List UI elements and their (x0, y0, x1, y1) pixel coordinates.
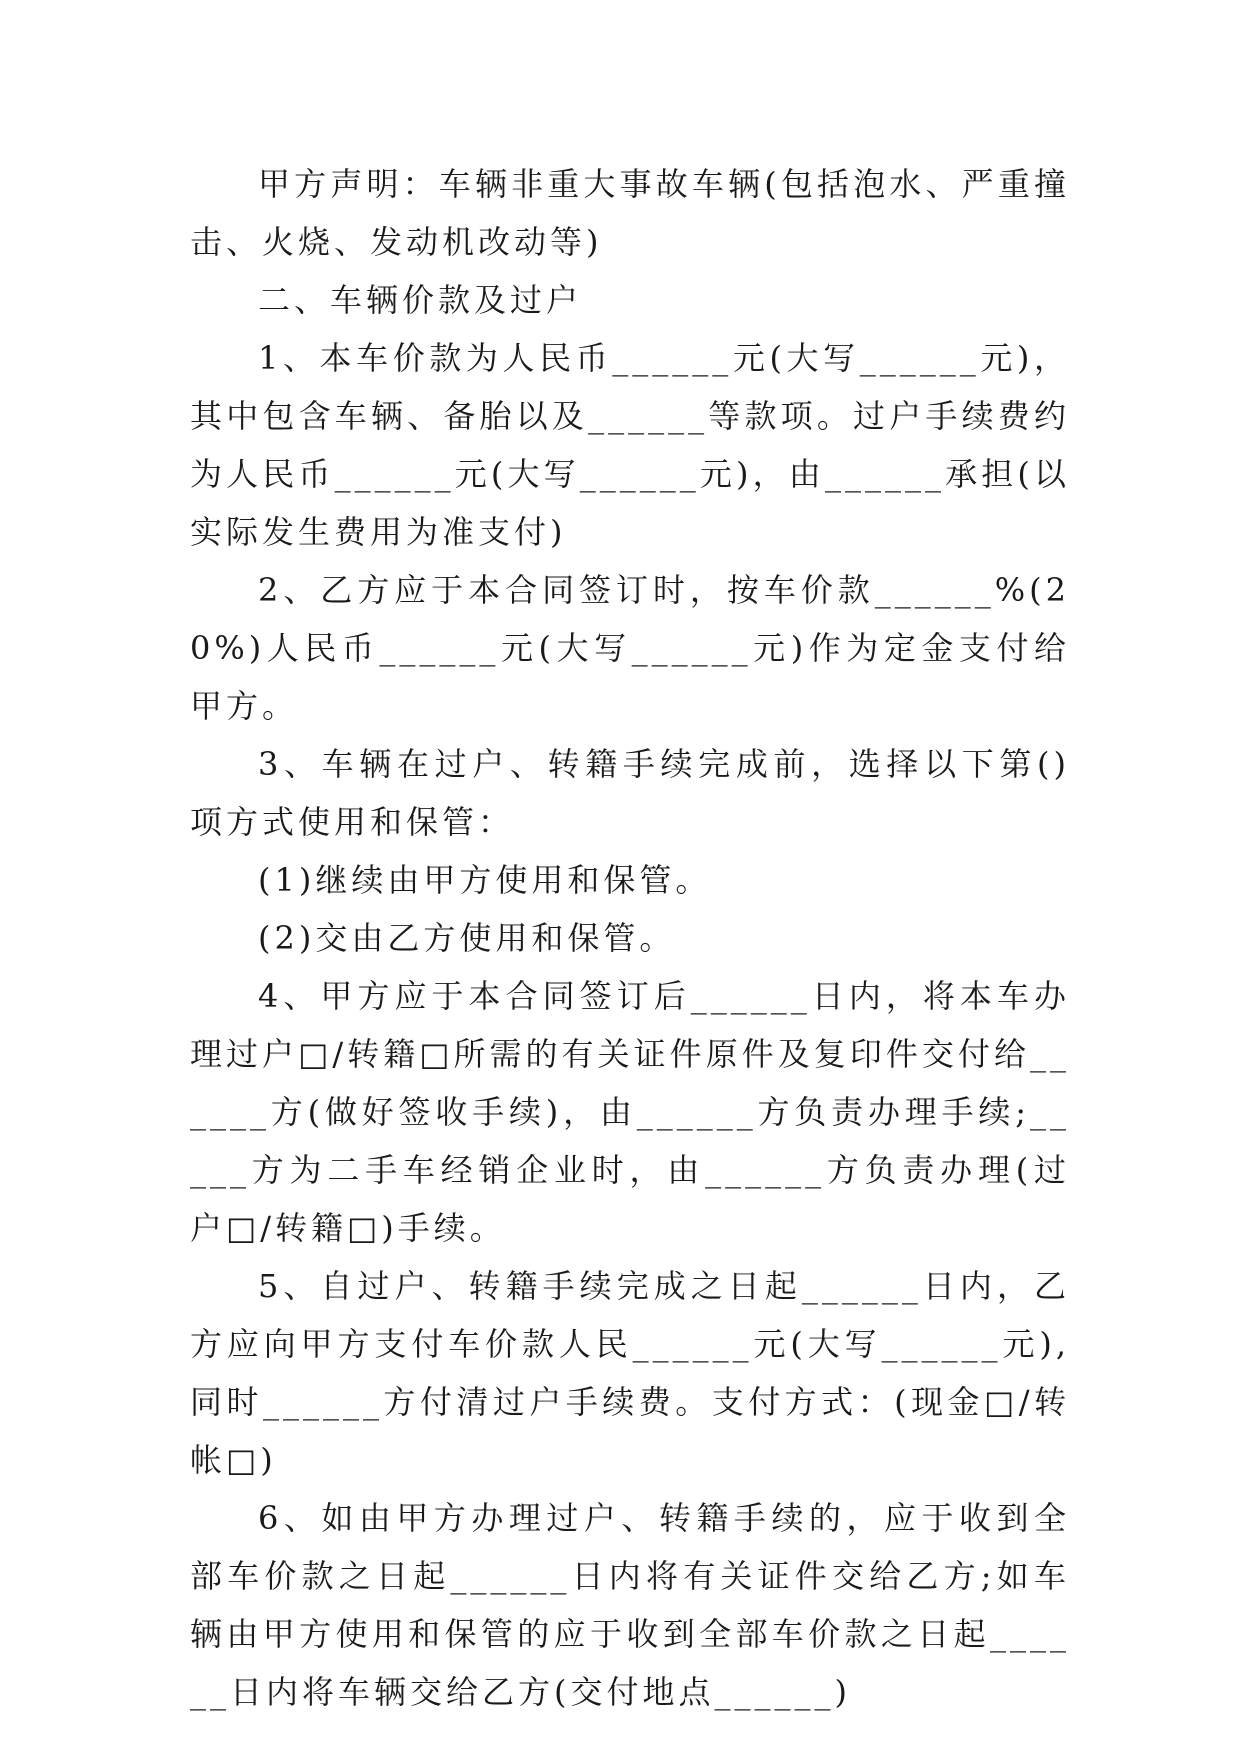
paragraph-clause-2: 2、乙方应于本合同签订时，按车价款______%(20%)人民币______元(大写______元)作为定金支付给甲方。 (190, 571, 1070, 725)
paragraph-clause-4: 4、甲方应于本合同签订后______日内，将本车办理过户□/转籍□所需的有关证件原件及复印件交付给______方(做好签收手续)，由______方负责办理手续;_____方为二手车经销企业时，由______方负责办理(过户□/转籍□)手续。 (190, 977, 1070, 1247)
paragraph-option-2: (2)交由乙方使用和保管。 (258, 919, 676, 957)
paragraph-clause-3: 3、车辆在过户、转籍手续完成前，选择以下第()项方式使用和保管： (190, 745, 1070, 841)
paragraph-declaration: 甲方声明：车辆非重大事故车辆(包括泡水、严重撞击、火烧、发动机改动等) (190, 165, 1070, 261)
paragraph-clause-6: 6、如由甲方办理过户、转籍手续的，应于收到全部车价款之日起______日内将有关证件交给乙方;如车辆由甲方使用和保管的应于收到全部车价款之日起______日内将车辆交给乙方(交付地点______) (190, 1499, 1070, 1711)
paragraph-option-1: (1)继续由甲方使用和保管。 (258, 861, 712, 899)
paragraph-clause-5: 5、自过户、转籍手续完成之日起______日内，乙方应向甲方支付车价款人民______元(大写______元),同时______方付清过户手续费。支付方式：(现金□/转帐□) (190, 1267, 1070, 1479)
document-body (190, 155, 1070, 1721)
section-heading-price-transfer: 二、车辆价款及过户 (258, 281, 583, 319)
paragraph-clause-1: 1、本车价款为人民币______元(大写______元)，其中包含车辆、备胎以及______等款项。过户手续费约为人民币______元(大写______元)，由______承担(以实际发生费用为准支付) (190, 339, 1070, 551)
